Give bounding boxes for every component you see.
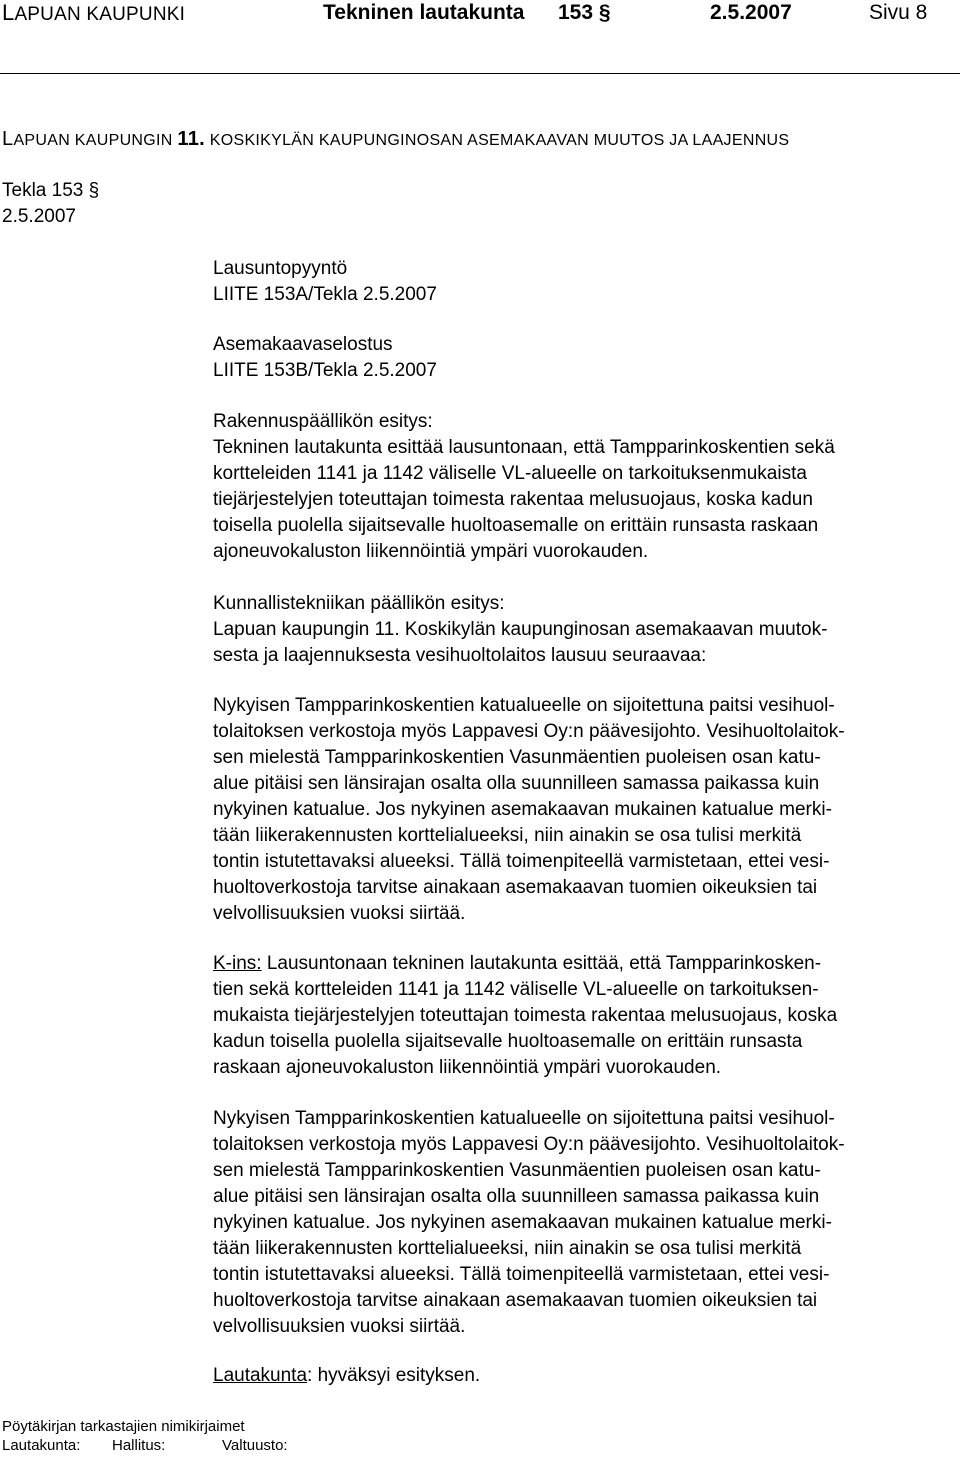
paragraph-line: mukaista tiejärjestelyjen toteuttajan toimesta rakentaa melusuojaus, koska <box>213 1005 838 1026</box>
statement-paragraph <box>213 1106 958 1340</box>
paragraph-line: alue pitäisi sen länsirajan osalta olla suunnilleen samassa paikassa kuin <box>213 1186 820 1207</box>
paragraph-line: huoltoverkostoja tarvitse ainakaan asemakaavan tuomien oikeuksien tai <box>213 1290 818 1311</box>
paragraph-line: nykyinen katualue. Jos nykyinen asemakaavan mukainen katualue merki- <box>213 799 832 820</box>
paragraph-line: raskaan ajoneuvokaluston liikennöintiä ympäri vuorokauden. <box>213 1057 722 1078</box>
footer-label-valtuusto: Valtuusto: <box>222 1437 288 1454</box>
attachment-name: Asemakaavaselostus <box>213 334 393 355</box>
footer-labels <box>2 1437 288 1455</box>
committee-name: Tekninen lautakunta <box>323 1 525 24</box>
paragraph-line: nykyinen katualue. Jos nykyinen asemakaavan mukainen katualue merki- <box>213 1212 832 1233</box>
paragraph-line: ajoneuvokaluston liikennöintiä ympäri vuorokauden. <box>213 541 649 562</box>
attachment-ref: LIITE 153A/Tekla 2.5.2007 <box>213 284 437 305</box>
paragraph-line: tolaitoksen verkostoja myös Lappavesi Oy:n päävesijohto. Vesihuoltolaitok- <box>213 721 845 742</box>
paragraph-line: toisella puolella sijaitsevalle huoltoasemalle on erittäin runsasta raskaan <box>213 515 819 536</box>
paragraph-line: alue pitäisi sen länsirajan osalta olla suunnilleen samassa paikassa kuin <box>213 773 820 794</box>
page-number: Sivu 8 <box>869 1 928 24</box>
section-heading: Rakennuspäällikön esitys: <box>213 411 433 432</box>
section-heading: Kunnallistekniikan päällikön esitys: <box>213 593 505 614</box>
attachment-name: Lausuntopyyntö <box>213 258 348 279</box>
decision <box>213 1363 958 1389</box>
municipal-proposal <box>213 591 958 669</box>
paragraph-line: sen mielestä Tampparinkoskentien Vasunmäentien puoleisen osan katu- <box>213 1160 821 1181</box>
item-reference-date: 2.5.2007 <box>2 206 76 227</box>
attachment-2 <box>213 332 958 384</box>
paragraph-line: huoltoverkostoja tarvitse ainakaan asemakaavan tuomien oikeuksien tai <box>213 877 818 898</box>
paragraph-line: kadun toisella puolella sijaitsevalle huoltoasemalle on erittäin runsasta <box>213 1031 803 1052</box>
item-title: LAPUAN KAUPUNGIN 11. KOSKIKYLÄN KAUPUNGINOSAN ASEMAKAAVAN MUUTOS JA LAAJENNUS <box>2 128 790 150</box>
paragraph-line: sesta ja laajennuksesta vesihuoltolaitos lausuu seuraavaa: <box>213 645 707 666</box>
organization-name: LAPUAN KAUPUNKI <box>2 0 186 25</box>
paragraph-line: tään liikerakennusten korttelialueeksi, niin ainakin se osa tulisi merkitä <box>213 1238 802 1259</box>
decision-label: Lautakunta <box>213 1365 308 1386</box>
paragraph-line: tiejärjestelyjen toteuttajan toimesta rakentaa melusuojaus, koska kadun <box>213 489 813 510</box>
attachment-ref: LIITE 153B/Tekla 2.5.2007 <box>213 360 437 381</box>
paragraph-line: K-ins: Lausuntonaan tekninen lautakunta esittää, että Tampparinkosken- <box>213 953 822 974</box>
paragraph-line: velvollisuuksien vuoksi siirtää. <box>213 1316 466 1337</box>
statement-paragraph <box>213 693 958 927</box>
header-divider <box>0 73 960 74</box>
building-proposal <box>213 409 958 565</box>
kins-label: K-ins: <box>213 953 262 974</box>
paragraph-line: kortteleiden 1141 ja 1142 väliselle VL-alueelle on tarkoituksenmukaista <box>213 463 807 484</box>
paragraph-line: Tekninen lautakunta esittää lausuntonaan, että Tampparinkoskentien sekä <box>213 437 835 458</box>
meeting-date: 2.5.2007 <box>710 1 792 24</box>
paragraph-line: Nykyisen Tampparinkoskentien katualueelle on sijoitettuna paitsi vesihuol- <box>213 695 835 716</box>
paragraph-line: Lapuan kaupungin 11. Koskikylän kaupunginosan asemakaavan muutok- <box>213 619 828 640</box>
attachment-1 <box>213 256 958 308</box>
item-reference: Tekla 153 § <box>2 180 100 201</box>
kins-paragraph <box>213 951 958 1081</box>
paragraph-line: Nykyisen Tampparinkoskentien katualueelle on sijoitettuna paitsi vesihuol- <box>213 1108 835 1129</box>
paragraph-line: tään liikerakennusten korttelialueeksi, niin ainakin se osa tulisi merkitä <box>213 825 802 846</box>
footer-title: Pöytäkirjan tarkastajien nimikirjaimet <box>2 1418 245 1435</box>
paragraph-line: tontin istutettavaksi alueeksi. Tällä toimenpiteellä varmistetaan, ettei vesi- <box>213 851 830 872</box>
paragraph-line: tontin istutettavaksi alueeksi. Tällä toimenpiteellä varmistetaan, ettei vesi- <box>213 1264 830 1285</box>
paragraph-line: tien sekä kortteleiden 1141 ja 1142 väliselle VL-alueelle on tarkoituksen- <box>213 979 819 1000</box>
paragraph-line: velvollisuuksien vuoksi siirtää. <box>213 903 466 924</box>
footer-label-lautakunta: Lautakunta: <box>2 1437 81 1454</box>
footer-label-hallitus: Hallitus: <box>112 1437 166 1454</box>
paragraph-line: tolaitoksen verkostoja myös Lappavesi Oy:n päävesijohto. Vesihuoltolaitok- <box>213 1134 845 1155</box>
decision-text: : hyväksyi esityksen. <box>307 1365 481 1386</box>
section-number: 153 § <box>558 1 611 24</box>
paragraph-line: sen mielestä Tampparinkoskentien Vasunmäentien puoleisen osan katu- <box>213 747 821 768</box>
